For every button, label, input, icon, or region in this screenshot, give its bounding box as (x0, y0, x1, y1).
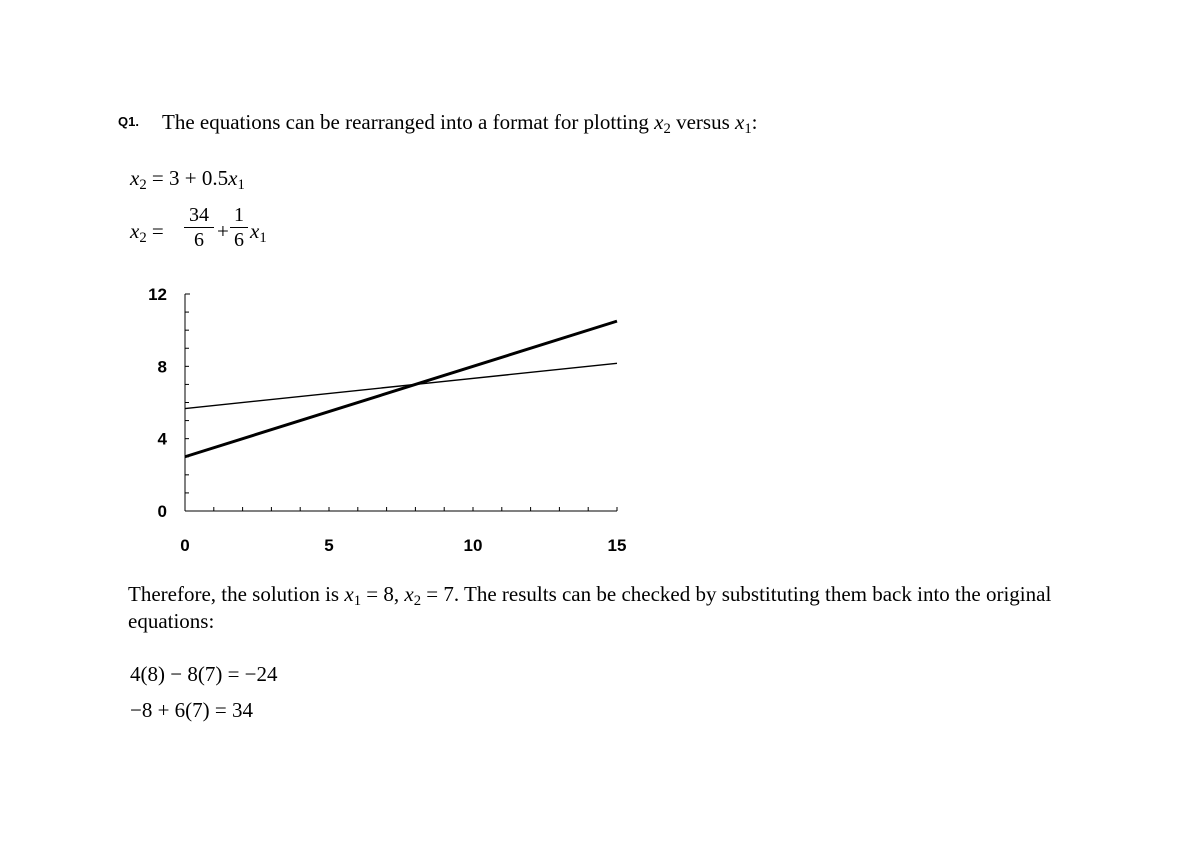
intro-var-a: x (654, 110, 664, 134)
eq2-equals: = (146, 219, 164, 243)
eq2-frac1-num: 34 (189, 204, 209, 226)
eq2-fraction-2 (230, 203, 248, 252)
eq1-lhs-sub: 2 (139, 177, 147, 193)
y-tick-label: 4 (157, 429, 167, 449)
conclusion-paragraph (128, 581, 1088, 635)
conclusion-var1-sub: 1 (353, 593, 362, 609)
intro-var-b: x (735, 110, 745, 134)
series-line-1 (185, 321, 617, 457)
conclusion-val2: = 7. The results can be checked by substituting them back into the original equations: (128, 582, 1052, 633)
line-chart (140, 282, 640, 572)
conclusion-text-a: Therefore, the solution is (128, 582, 345, 606)
x-tick-label: 15 (607, 536, 627, 555)
x-tick-label: 0 (180, 536, 190, 555)
eq1-rhs: = 3 + 0.5 (146, 166, 229, 190)
conclusion-var2-sub: 2 (413, 593, 422, 609)
eq2-frac2-den: 6 (234, 229, 244, 251)
intro-var-a-sub: 2 (663, 121, 671, 137)
equation-1 (130, 166, 245, 191)
eq2-var-x: x (250, 219, 260, 243)
question-intro (162, 110, 758, 135)
intro-var-b-sub: 1 (744, 121, 752, 137)
intro-mid: versus (676, 110, 730, 134)
conclusion-val1: = 8, (361, 582, 405, 606)
intro-text: The equations can be rearranged into a format for plotting (162, 110, 649, 134)
eq2-lhs-var: x (130, 219, 140, 243)
conclusion-var1: x (344, 582, 354, 606)
eq1-rhs-var: x (228, 166, 238, 190)
x-tick-label: 10 (463, 536, 483, 555)
check-equation-2: −8 + 6(7) = 34 (130, 698, 254, 722)
conclusion-var2: x (404, 582, 414, 606)
eq2-plus: + (217, 219, 229, 243)
eq2-frac1-den: 6 (194, 229, 204, 251)
eq2-lhs-sub: 2 (139, 230, 147, 246)
eq2-var-sub: 1 (259, 230, 267, 246)
x-tick-label: 5 (324, 536, 334, 555)
series-line-2 (185, 363, 617, 408)
check-equation-1: 4(8) − 8(7) = −24 (130, 662, 278, 686)
y-tick-label: 12 (148, 285, 167, 304)
eq1-lhs-var: x (130, 166, 140, 190)
eq2-frac2-num: 1 (234, 204, 244, 226)
y-tick-label: 0 (157, 502, 167, 521)
y-tick-label: 8 (157, 357, 167, 377)
intro-end: : (751, 110, 758, 134)
equation-2-lhs (130, 219, 164, 244)
eq2-var (250, 219, 267, 244)
eq1-rhs-sub: 1 (237, 177, 245, 193)
question-label: Q1. (118, 114, 139, 129)
eq2-fraction-1 (184, 203, 214, 252)
